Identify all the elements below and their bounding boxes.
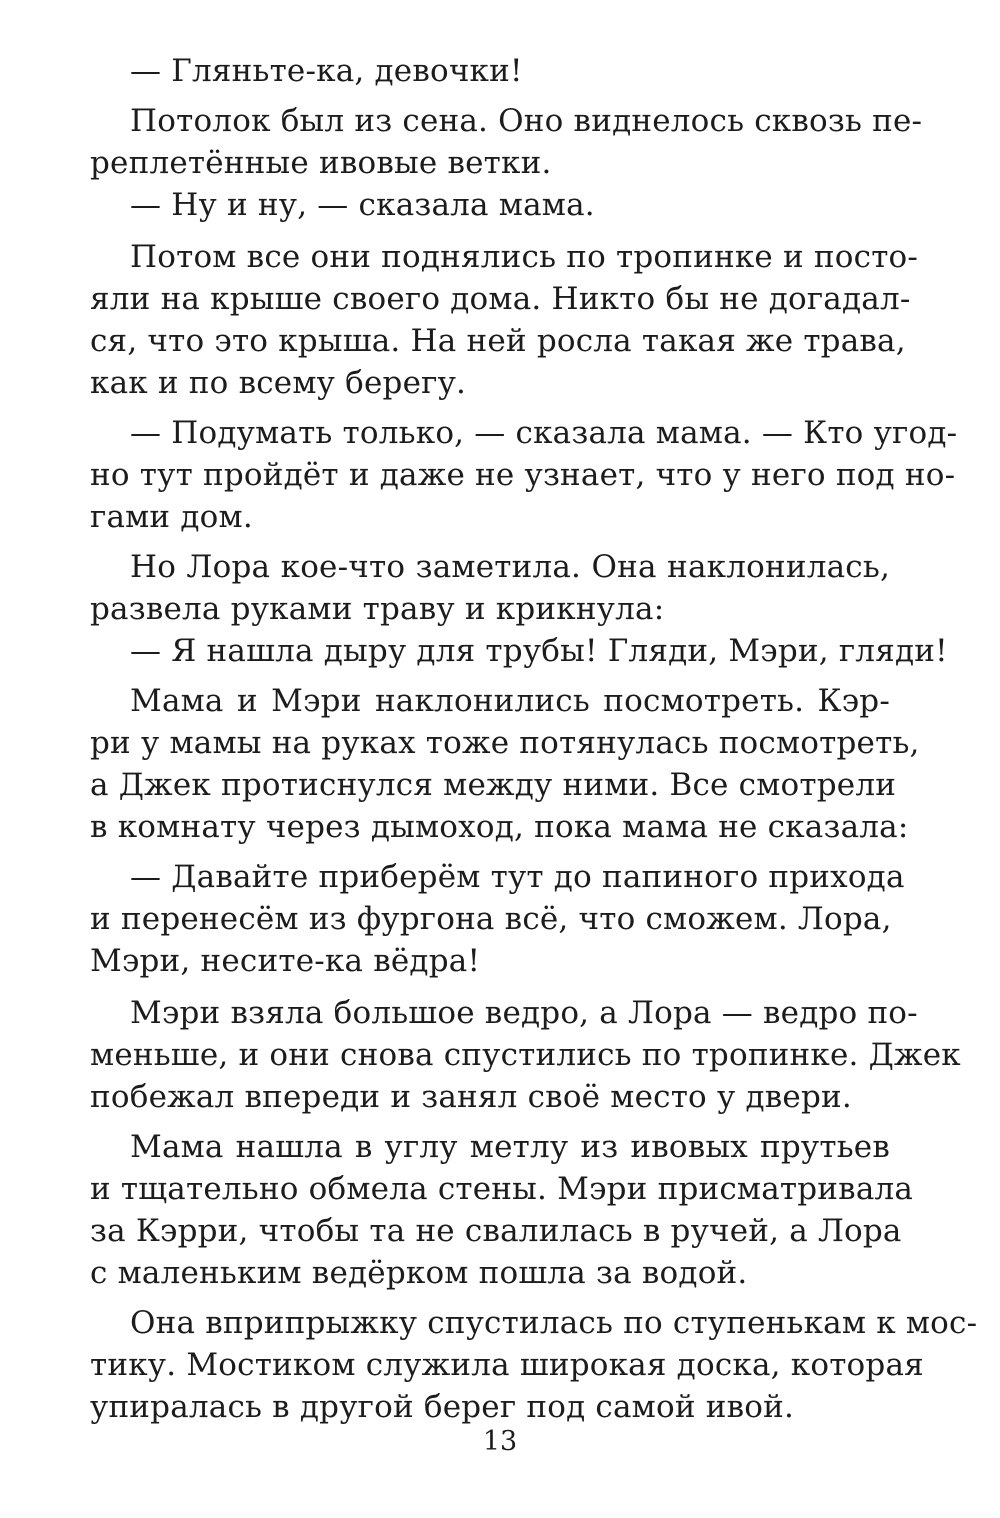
- text-line: Она вприпрыжку спустилась по ступенькам к мос-: [130, 1305, 978, 1341]
- text-line: — Ну и ну, — сказала мама.: [130, 187, 595, 223]
- text-line: яли на крыше своего дома. Никто бы не догадал-: [90, 281, 911, 317]
- text-line: меньше, и они снова спустились по тропинке. Джек: [90, 1037, 961, 1073]
- text-line: ри у мамы на руках тоже потянулась посмотреть,: [90, 725, 920, 761]
- text-line: — Давайте приберём тут до папиного прихода: [130, 859, 905, 895]
- text-line: а Джек протиснулся между ними. Все смотрели: [90, 767, 897, 803]
- text-line: Но Лора кое-что заметила. Она наклонилась,: [130, 549, 890, 585]
- text-line: с маленьким ведёрком пошла за водой.: [90, 1255, 748, 1291]
- text-line: за Кэрри, чтобы та не свалилась в ручей, а Лора: [90, 1213, 902, 1249]
- text-line: — Гляньте-ка, девочки!: [130, 53, 523, 89]
- text-line: Мэри взяла большое ведро, а Лора — ведро по-: [130, 995, 918, 1031]
- text-line: ся, что это крыша. На ней росла такая же трава,: [90, 323, 906, 359]
- text-line: развела руками траву и крикнула:: [90, 591, 665, 627]
- text-line: в комнату через дымоход, пока мама не сказала:: [90, 809, 909, 845]
- text-line: и тщательно обмела стены. Мэри присматривала: [90, 1171, 914, 1207]
- text-line: Мэри, несите-ка вёдра!: [90, 943, 481, 979]
- text-line: — Подумать только, — сказала мама. — Кто угод-: [130, 415, 958, 451]
- text-line: и перенесём из фургона всё, что сможем. Лора,: [90, 901, 892, 937]
- text-line: Потолок был из сена. Оно виднелось сквозь пе-: [130, 103, 923, 139]
- text-line: Мама и Мэри наклонились посмотреть. Кэр-: [130, 683, 890, 719]
- text-line: тику. Мостиком служила широкая доска, которая: [90, 1347, 924, 1383]
- text-line: но тут пройдёт и даже не узнает, что у него под но-: [90, 457, 956, 493]
- text-line: как и по всему берегу.: [90, 365, 467, 401]
- text-line: реплетённые ивовые ветки.: [90, 145, 552, 181]
- text-line: побежал впереди и занял своё место у двери.: [90, 1079, 852, 1115]
- text-line: Потом все они поднялись по тропинке и посто-: [130, 239, 919, 275]
- text-line: упиралась в другой берег под самой ивой.: [90, 1389, 795, 1425]
- page-number: 13: [482, 1426, 518, 1457]
- text-line: гами дом.: [90, 499, 253, 535]
- text-line: Мама нашла в углу метлу из ивовых прутьев: [130, 1129, 890, 1165]
- text-line: — Я нашла дыру для трубы! Гляди, Мэри, гляди!: [130, 633, 948, 669]
